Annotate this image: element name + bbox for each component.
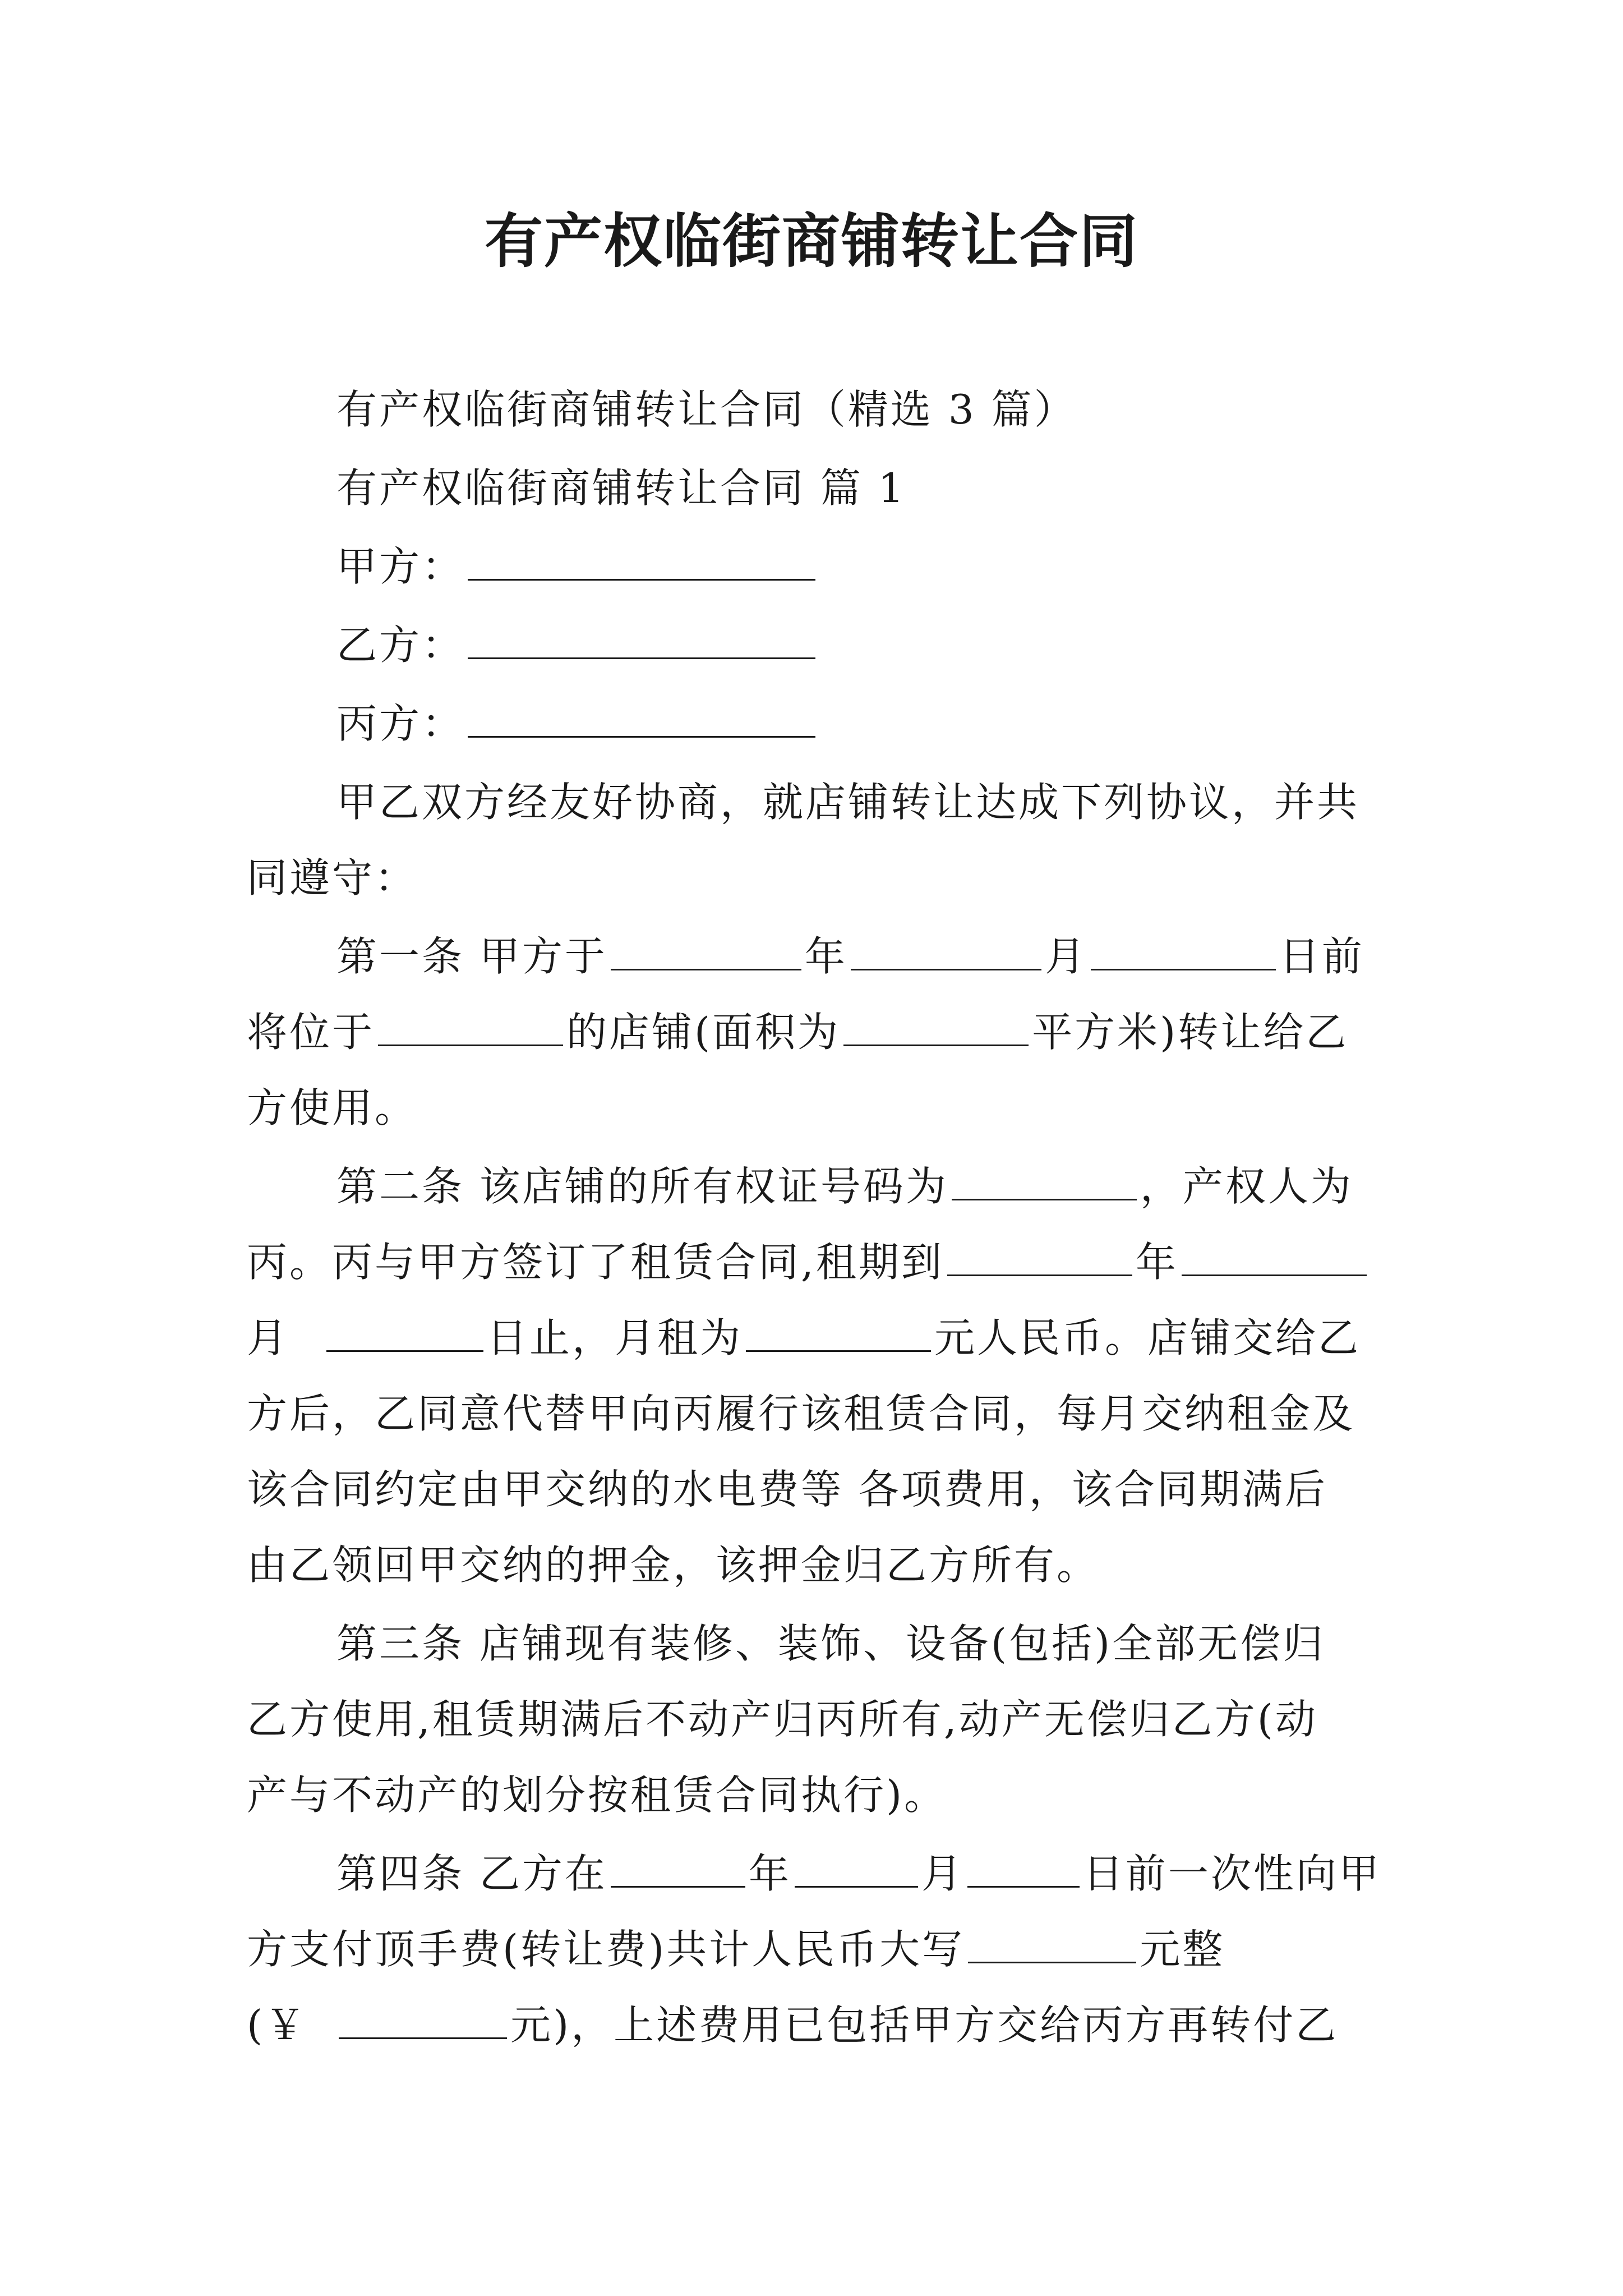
amount-figure-blank[interactable] <box>339 1997 507 2039</box>
paragraph-line: 同遵守： <box>247 854 418 901</box>
date-day-blank[interactable] <box>1091 928 1276 970</box>
article-3-line: 第三条 店铺现有装修、装饰、设备(包括)全部无偿归 <box>336 1620 1326 1667</box>
area-blank[interactable] <box>843 1004 1029 1046</box>
party-c-field: 丙方： <box>336 696 819 752</box>
article-1-line: 将位于 的店铺(面积为 平方米)转让给乙 <box>247 1004 1348 1060</box>
article-2-line: 月 日止，月租为 元人民币。店铺交给乙 <box>247 1310 1361 1366</box>
article-4-line: 第四条 乙方在 年 月 日前一次性向甲 <box>336 1846 1381 1902</box>
party-a-blank[interactable] <box>468 539 815 581</box>
subtitle-line: 有产权临街商铺转让合同（精选 3 篇） <box>336 386 1077 433</box>
section-heading: 有产权临街商铺转让合同 篇 1 <box>336 464 906 512</box>
article-4-line: 方支付顶手费(转让费)共计人民币大写 元整 <box>247 1921 1225 1977</box>
article-3-line: 产与不动产的划分按租赁合同执行)。 <box>247 1772 947 1819</box>
payment-day-blank[interactable] <box>967 1846 1080 1888</box>
party-a-field: 甲方： <box>336 539 819 595</box>
article-2-line: 第二条 该店铺的所有权证号码为 ，产权人为 <box>336 1158 1353 1214</box>
document-title: 有产权临街商铺转让合同 <box>484 207 1138 275</box>
article-1-line: 第一条 甲方于 年 月 日前 <box>336 928 1364 984</box>
article-2-line: 由乙领回甲交纳的押金，该押金归乙方所有。 <box>247 1542 1100 1589</box>
party-b-blank[interactable] <box>468 617 815 659</box>
paragraph-line: 甲乙双方经友好协商，就店铺转让达成下列协议，并共 <box>336 779 1360 826</box>
article-2-line: 该合同约定由甲交纳的水电费等 各项费用，该合同期满后 <box>247 1466 1327 1513</box>
article-3-line: 乙方使用,租赁期满后不动产归丙所有,动产无偿归乙方(动 <box>247 1696 1318 1743</box>
monthly-rent-blank[interactable] <box>746 1310 931 1352</box>
payment-month-blank[interactable] <box>795 1846 918 1888</box>
article-4-line: (￥ 元)，上述费用已包括甲方交给丙方再转付乙 <box>247 1997 1338 2053</box>
certificate-number-blank[interactable] <box>952 1158 1137 1200</box>
date-month-blank[interactable] <box>851 928 1041 970</box>
lease-year-blank[interactable] <box>947 1234 1132 1276</box>
party-c-blank[interactable] <box>468 696 815 738</box>
amount-words-blank[interactable] <box>968 1921 1136 1963</box>
payment-year-blank[interactable] <box>611 1846 745 1888</box>
article-1-line: 方使用。 <box>247 1084 418 1131</box>
lease-day-blank[interactable] <box>326 1310 483 1352</box>
location-blank[interactable] <box>378 1004 563 1046</box>
article-2-line: 丙。丙与甲方签订了租赁合同,租期到 年 <box>247 1234 1370 1290</box>
date-year-blank[interactable] <box>611 928 801 970</box>
article-2-line: 方后，乙同意代替甲向丙履行该租赁合同，每月交纳租金及 <box>247 1390 1355 1437</box>
lease-month-blank[interactable] <box>1182 1234 1367 1276</box>
party-b-field: 乙方： <box>336 617 819 673</box>
